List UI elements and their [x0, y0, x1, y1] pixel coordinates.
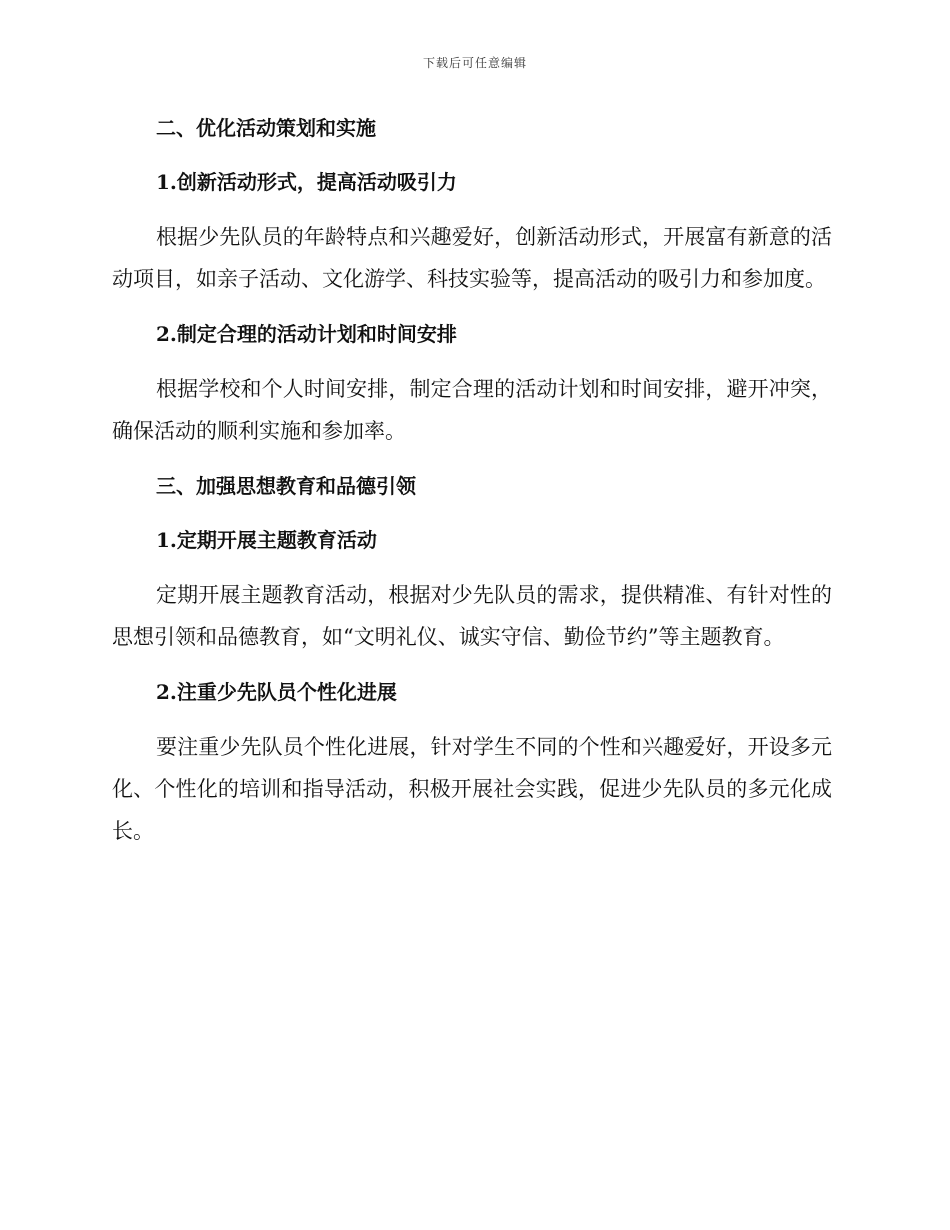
subsection-heading: 2.制定合理的活动计划和时间安排: [156, 322, 457, 346]
document-body: [112, 108, 832, 852]
section-heading: 二、优化活动策划和实施: [156, 116, 376, 140]
section-heading: 三、加强思想教育和品德引领: [156, 474, 416, 498]
paragraph: 根据学校和个人时间安排，制定合理的活动计划和时间安排，避开冲突，确保活动的顺利实施和参加率。: [112, 377, 832, 443]
subsection-heading: 1.创新活动形式，提高活动吸引力: [156, 170, 457, 194]
paragraph: 要注重少先队员个性化进展，针对学生不同的个性和兴趣爱好，开设多元化、个性化的培训和指导活动，积极开展社会实践，促进少先队员的多元化成长。: [112, 735, 832, 843]
paragraph: 根据少先队员的年龄特点和兴趣爱好，创新活动形式，开展富有新意的活动项目，如亲子活动、文化游学、科技实验等，提高活动的吸引力和参加度。: [112, 225, 832, 291]
subsection-heading: 1.定期开展主题教育活动: [156, 528, 377, 552]
paragraph: 定期开展主题教育活动，根据对少先队员的需求，提供精准、有针对性的思想引领和品德教育，如“文明礼仪、诚实守信、勤俭节约”等主题教育。: [112, 583, 832, 649]
subsection-heading: 2.注重少先队员个性化进展: [156, 680, 397, 704]
header-note: 下载后可任意编辑: [422, 56, 527, 70]
